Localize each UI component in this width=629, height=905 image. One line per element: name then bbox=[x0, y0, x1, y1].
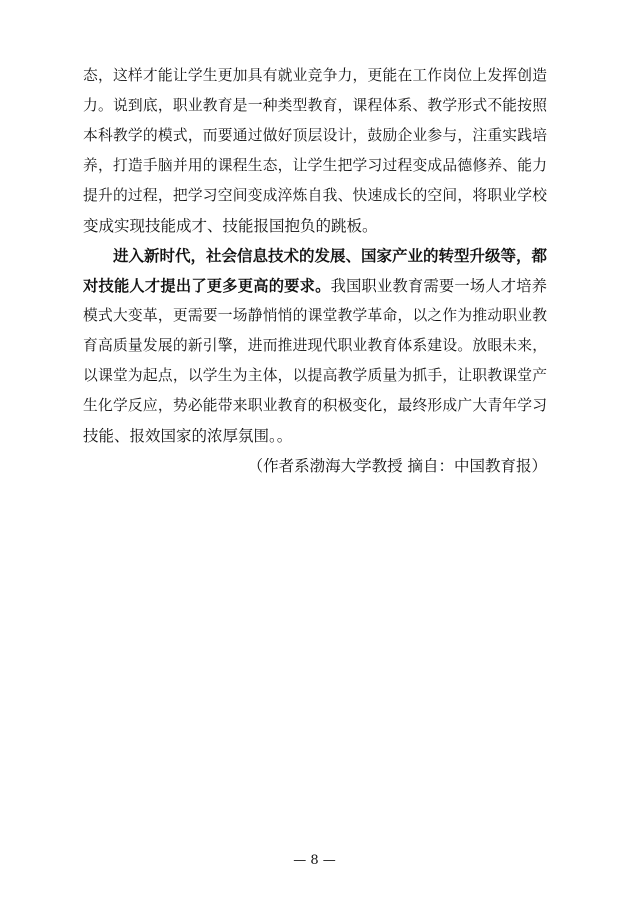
paragraph-line: 提升的过程，把学习空间变成淬炼自我、快速成长的空间，将职业学校 bbox=[83, 187, 547, 204]
page-number: — 8 — bbox=[293, 853, 336, 868]
paragraph-line: 力。说到底，职业教育是一种类型教育，课程体系、教学形式不能按照 bbox=[83, 97, 547, 114]
mixed-line bbox=[83, 276, 547, 296]
paragraph-line: 模式大变革，更需要一场静悄悄的课堂教学革命，以之作为推动职业教 bbox=[83, 307, 547, 324]
paragraph-line: 技能、报效国家的浓厚氛围。。 bbox=[83, 427, 293, 445]
paragraph-line: 变成实现技能成才、技能报国抱负的跳板。 bbox=[83, 217, 378, 235]
paragraph-line: 以课堂为起点，以学生为主体，以提高教学质量为抓手，让职教课堂产 bbox=[83, 367, 547, 384]
bold-lead-line: 进入新时代，社会信息技术的发展、国家产业的转型升级等，都 bbox=[113, 246, 548, 265]
paragraph-line: 态，这样才能让学生更加具有就业竞争力，更能在工作岗位上发挥创造 bbox=[83, 67, 547, 84]
bold-lead-text: 对技能人才提出了更多更高的要求。 bbox=[83, 277, 331, 295]
paragraph-line: 生化学反应，势必能带来职业教育的积极变化，最终形成广大青年学习 bbox=[83, 397, 547, 414]
paragraph-line: 养，打造手脑并用的课程生态，让学生把学习过程变成品德修养、能力 bbox=[83, 157, 547, 174]
paragraph-line: 育高质量发展的新引擎，进而推进现代职业教育体系建设。放眼未来， bbox=[83, 337, 547, 354]
body-text: 我国职业教育需要一场人才培养 bbox=[330, 277, 548, 295]
paragraph-line: 本科教学的模式，而要通过做好顶层设计，鼓励企业参与，注重实践培 bbox=[83, 127, 547, 144]
attribution: （作者系渤海大学教授 摘自：中国教育报） bbox=[247, 457, 547, 475]
